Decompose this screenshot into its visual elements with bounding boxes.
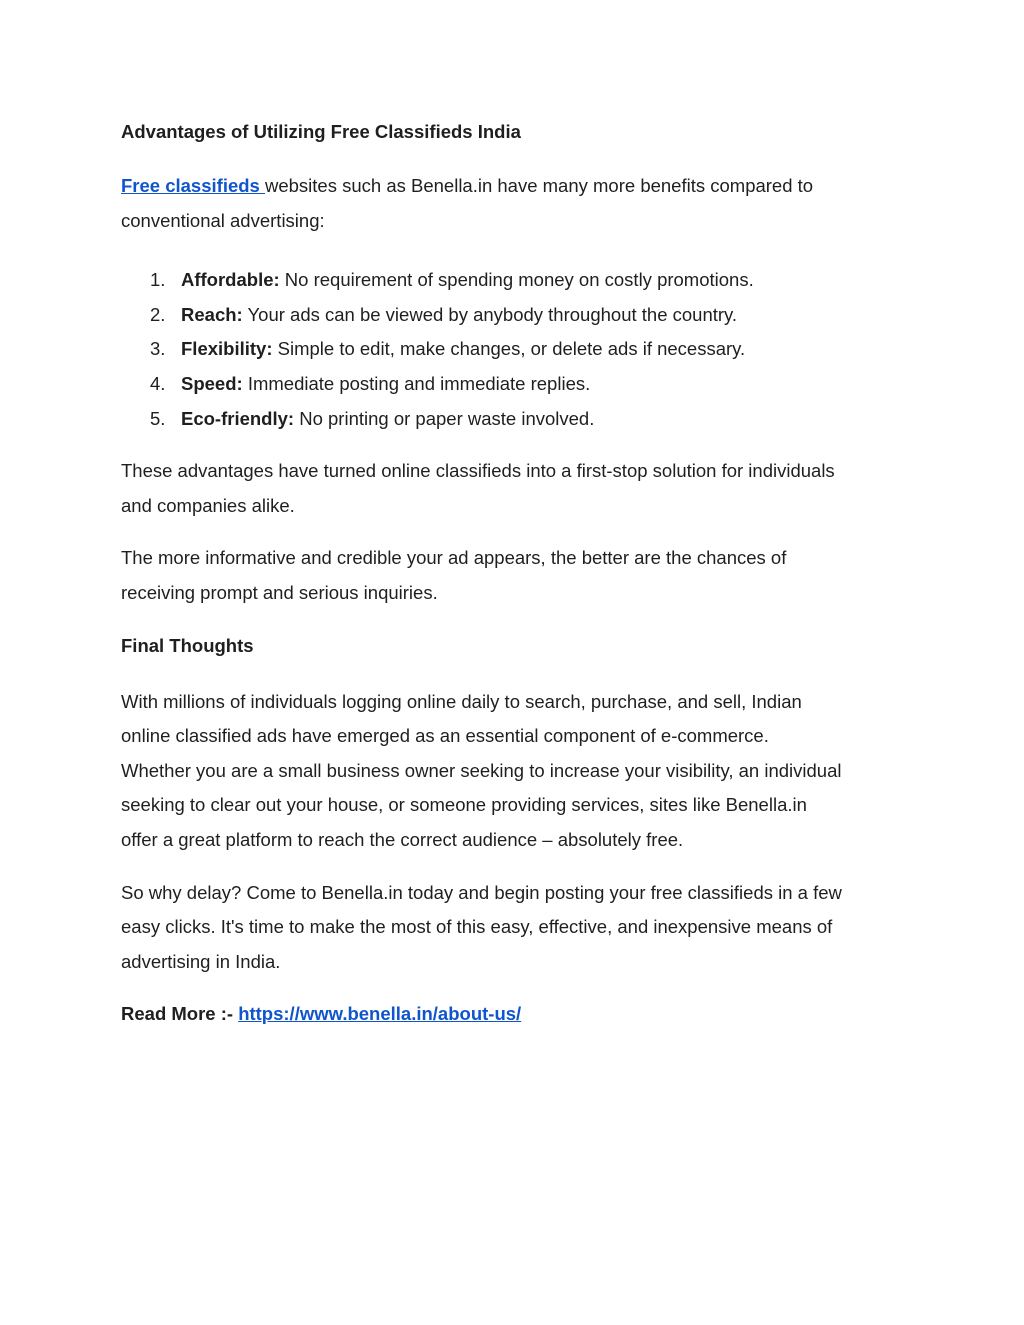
paragraph-line: The more informative and credible your ad appears, the better are the chances of xyxy=(121,547,787,569)
list-item-number: 4. xyxy=(150,372,166,394)
list-item xyxy=(121,263,911,298)
document-page xyxy=(121,118,911,1032)
list-item-label: Reach: xyxy=(181,303,243,325)
intro-text-line-1: websites such as Benella.in have many more benefits compared to xyxy=(264,175,814,196)
paragraph-line: So why delay? Come to Benella.in today and begin posting your free classifieds in a few xyxy=(121,881,842,903)
list-item-number: 3. xyxy=(150,338,166,360)
list-item-text: No requirement of spending money on costly promotions. xyxy=(279,269,754,291)
paragraph-line: These advantages have turned online classifieds into a first-stop solution for individuals xyxy=(121,460,835,482)
paragraph-line: receiving prompt and serious inquiries. xyxy=(121,581,438,603)
intro-paragraph xyxy=(121,169,911,238)
about-us-link[interactable]: https://www.benella.in/about-us/ xyxy=(238,1003,522,1025)
section-heading-advantages: Advantages of Utilizing Free Classifieds India xyxy=(121,121,521,142)
list-item-number: 1. xyxy=(150,269,166,291)
call-to-action-paragraph xyxy=(121,876,911,980)
paragraph-line: seeking to clear out your house, or someone providing services, sites like Benella.in xyxy=(121,794,807,816)
list-item-label: Flexibility: xyxy=(181,338,273,360)
final-thoughts-paragraph xyxy=(121,685,911,858)
list-item-label: Affordable: xyxy=(181,269,280,291)
paragraph-line: easy clicks. It's time to make the most of this easy, effective, and inexpensive means of xyxy=(121,916,833,938)
paragraph-line: Whether you are a small business owner seeking to increase your visibility, an individual xyxy=(121,759,842,781)
list-item-number: 2. xyxy=(150,303,166,325)
read-more-label: Read More :- xyxy=(121,1003,239,1025)
list-item-label: Speed: xyxy=(181,372,243,394)
intro-text-line-2: conventional advertising: xyxy=(121,209,325,231)
benefits-list xyxy=(121,263,911,436)
list-item-text: Simple to edit, make changes, or delete ads if necessary. xyxy=(272,338,746,360)
section-heading-final-thoughts: Final Thoughts xyxy=(121,634,254,656)
credibility-paragraph xyxy=(121,541,911,610)
list-item-text: Your ads can be viewed by anybody throughout the country. xyxy=(242,303,738,325)
list-item xyxy=(121,367,911,402)
list-item-number: 5. xyxy=(150,407,166,429)
list-item xyxy=(121,402,911,437)
list-item xyxy=(121,332,911,367)
list-item-text: No printing or paper waste involved. xyxy=(294,407,595,429)
list-item xyxy=(121,298,911,333)
paragraph-line: offer a great platform to reach the correct audience – absolutely free. xyxy=(121,828,684,850)
free-classifieds-link[interactable]: Free classifieds xyxy=(121,175,265,196)
paragraph-line: and companies alike. xyxy=(121,494,295,516)
list-item-label: Eco-friendly: xyxy=(181,407,295,429)
advantages-summary-paragraph xyxy=(121,454,911,523)
read-more-line xyxy=(121,997,911,1032)
paragraph-line: online classified ads have emerged as an essential component of e-commerce. xyxy=(121,725,769,747)
paragraph-line: advertising in India. xyxy=(121,950,281,972)
list-item-text: Immediate posting and immediate replies. xyxy=(242,372,591,394)
paragraph-line: With millions of individuals logging online daily to search, purchase, and sell, Indian xyxy=(121,690,802,712)
